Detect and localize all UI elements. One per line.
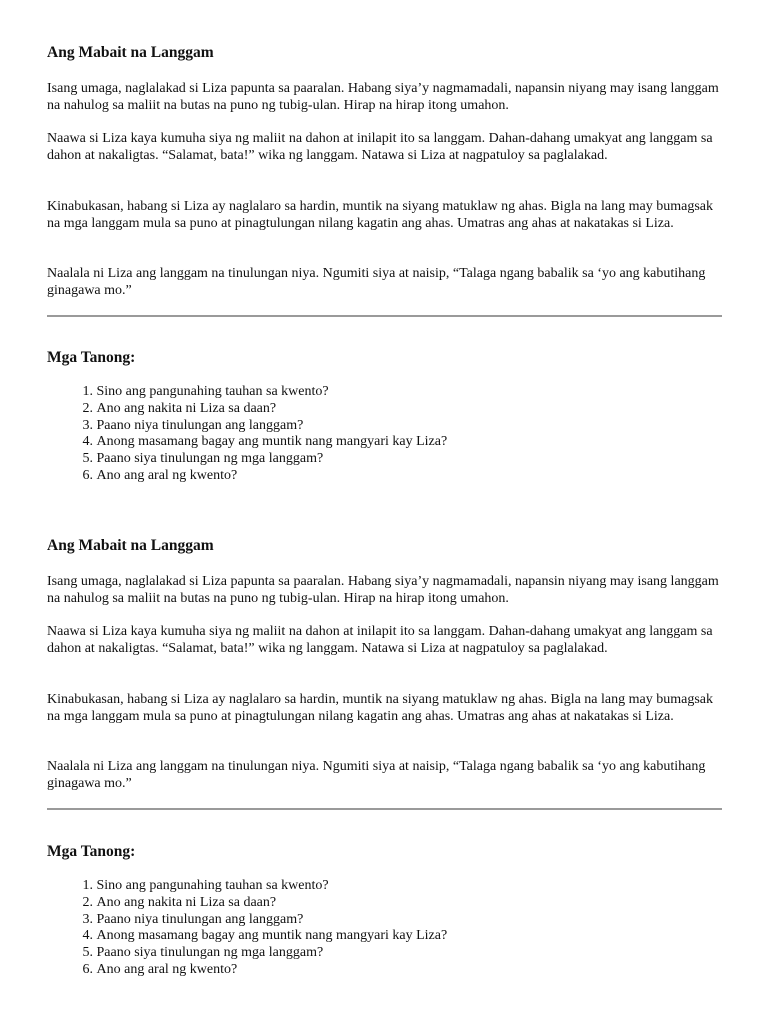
question-text: Ano ang nakita ni Liza sa daan? — [96, 400, 277, 416]
story-paragraph-4 — [47, 265, 722, 299]
question-number: 4. — [82, 928, 93, 944]
question-text: Paano siya tinulungan ng mga langgam? — [96, 451, 324, 467]
question-text: Sino ang pangunahing tauhan sa kwento? — [96, 384, 329, 399]
question-number: 3. — [82, 417, 93, 433]
question-item — [47, 468, 722, 485]
story-title: Ang Mabait na Langgam — [47, 537, 214, 554]
story-paragraph: Isang umaga, naglalakad si Liza papunta sa paaralan. Habang siya’y nagmamadali, napansin niyang may isang langgam na nahulog sa maliit na butas na puno ng tubig-ulan. Hirap na hirap itong umahon. — [47, 81, 719, 113]
question-item — [47, 928, 722, 945]
question-text: Paano siya tinulungan ng mga langgam? — [96, 945, 324, 961]
story-paragraph-3 — [47, 691, 722, 725]
question-number: 4. — [82, 434, 93, 450]
question-number: 2. — [82, 894, 93, 910]
story-block-2 — [47, 536, 722, 556]
question-number: 2. — [82, 400, 93, 416]
story-paragraph: Kinabukasan, habang si Liza ay naglalaro sa hardin, muntik na siyang matuklaw ng ahas. Bigla na lang may bumagsak na mga langgam mula sa puno at pinagtulungan nilang kagatin ang ahas. Umatras ang ahas at nakatakas si Liza. — [47, 199, 713, 231]
question-number: 5. — [82, 451, 93, 467]
question-number: 5. — [82, 945, 93, 961]
questions-title: Mga Tanong: — [47, 349, 136, 366]
questions-title: Mga Tanong: — [47, 843, 136, 860]
question-text: Ano ang aral ng kwento? — [96, 961, 238, 977]
question-item — [47, 401, 722, 418]
question-text: Sino ang pangunahing tauhan sa kwento? — [96, 878, 329, 893]
story-paragraph-1 — [47, 573, 722, 607]
question-text: Paano niya tinulungan ang langgam? — [96, 417, 304, 433]
story-paragraph: Naawa si Liza kaya kumuha siya ng maliit na dahon at inilapit ito sa langgam. Dahan-dahang umakyat ang langgam sa dahon at nakaligtas. “Salamat, bata!” wika ng langgam. Natawa si Liza at nagpatuloy sa paglalakad. — [47, 624, 713, 656]
question-item — [47, 962, 722, 979]
question-item — [47, 878, 722, 895]
question-text: Ano ang nakita ni Liza sa daan? — [96, 894, 277, 910]
question-text: Ano ang aral ng kwento? — [96, 467, 238, 483]
questions-list-block-2 — [47, 878, 722, 979]
questions-list-block-1 — [47, 384, 722, 485]
question-item — [47, 418, 722, 435]
story-paragraph: Naalala ni Liza ang langgam na tinulungan niya. Ngumiti siya at naisip, “Talaga ngang babalik sa ‘yo ang kabutihang ginagawa mo.” — [47, 266, 706, 298]
story-paragraph-2 — [47, 130, 722, 164]
story-paragraph: Naalala ni Liza ang langgam na tinulungan niya. Ngumiti siya at naisip, “Talaga ngang babalik sa ‘yo ang kabutihang ginagawa mo.” — [47, 759, 706, 791]
question-number: 6. — [82, 467, 93, 483]
question-item — [47, 384, 722, 401]
question-item — [47, 434, 722, 451]
question-item — [47, 451, 722, 468]
story-paragraph: Isang umaga, naglalakad si Liza papunta sa paaralan. Habang siya’y nagmamadali, napansin niyang may isang langgam na nahulog sa maliit na butas na puno ng tubig-ulan. Hirap na hirap itong umahon. — [47, 574, 719, 606]
question-item — [47, 945, 722, 962]
questions-heading-block-1 — [47, 348, 722, 368]
story-paragraph-1 — [47, 80, 722, 114]
story-title: Ang Mabait na Langgam — [47, 44, 214, 61]
question-number: 6. — [82, 961, 93, 977]
story-paragraph-4 — [47, 758, 722, 792]
question-text: Anong masamang bagay ang muntik nang mangyari kay Liza? — [96, 928, 448, 944]
questions-list — [47, 384, 722, 485]
question-number: 1. — [82, 878, 93, 893]
question-item — [47, 912, 722, 929]
question-text: Paano niya tinulungan ang langgam? — [96, 911, 304, 927]
story-block-1 — [47, 43, 722, 63]
horizontal-divider — [47, 315, 722, 317]
story-paragraph: Kinabukasan, habang si Liza ay naglalaro sa hardin, muntik na siyang matuklaw ng ahas. Bigla na lang may bumagsak na mga langgam mula sa puno at pinagtulungan nilang kagatin ang ahas. Umatras ang ahas at nakatakas si Liza. — [47, 692, 713, 724]
question-number: 1. — [82, 384, 93, 399]
horizontal-divider — [47, 808, 722, 810]
story-paragraph: Naawa si Liza kaya kumuha siya ng maliit na dahon at inilapit ito sa langgam. Dahan-dahang umakyat ang langgam sa dahon at nakaligtas. “Salamat, bata!” wika ng langgam. Natawa si Liza at nagpatuloy sa paglalakad. — [47, 131, 713, 163]
questions-heading-block-2 — [47, 842, 722, 862]
story-paragraph-3 — [47, 198, 722, 232]
question-item — [47, 895, 722, 912]
story-paragraph-2 — [47, 623, 722, 657]
questions-list — [47, 878, 722, 979]
question-text: Anong masamang bagay ang muntik nang mangyari kay Liza? — [96, 434, 448, 450]
question-number: 3. — [82, 911, 93, 927]
